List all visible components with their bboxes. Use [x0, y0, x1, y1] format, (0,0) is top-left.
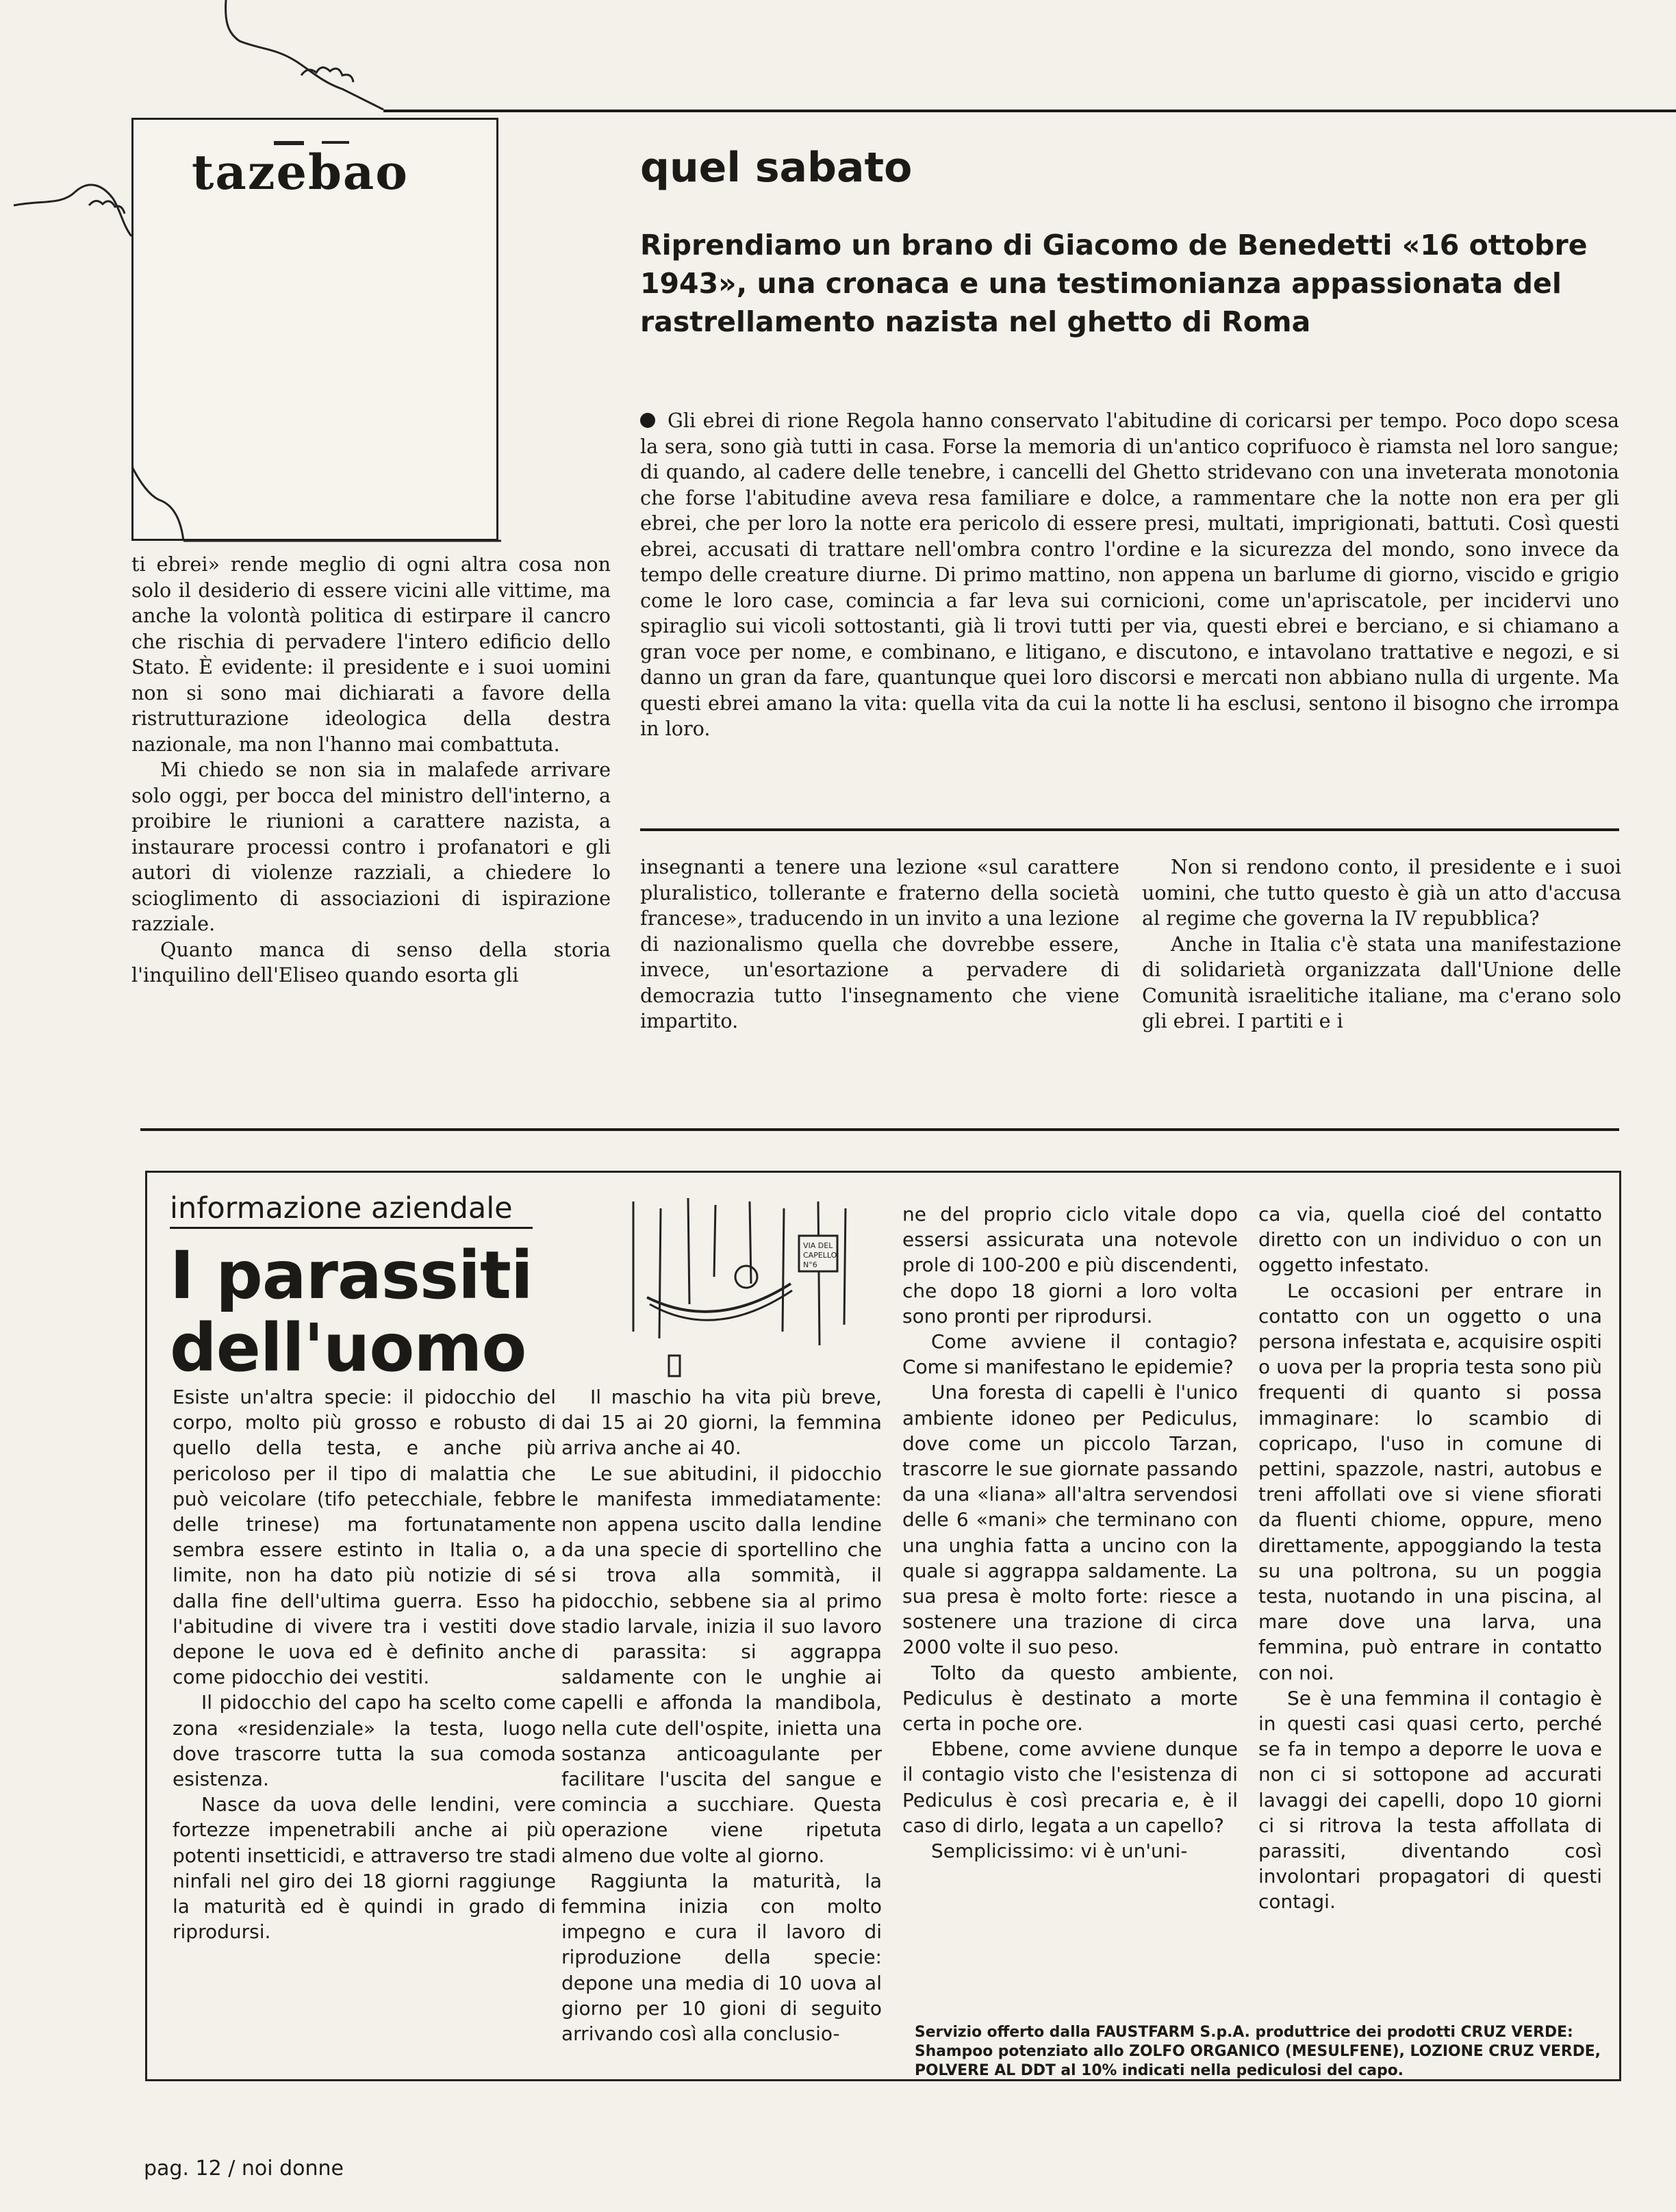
paragraph: ca via, quella cioé del contatto diretto con un individuo o con un oggetto infestato.: [1258, 1203, 1602, 1277]
paragraph: Anche in Italia c'è stata una manifestazione di solidarietà organizzata dall'Unione delle Comunità israelitiche italiane, ma c'erano solo gli ebrei. I partiti e i: [1142, 932, 1621, 1032]
paragraph: Come avviene il contagio? Come si manifestano le epidemie?: [902, 1330, 1238, 1379]
ad-column-3: [902, 1202, 1238, 1864]
article-subtitle: Riprendiamo un brano di Giacomo de Benedetti «16 ottobre 1943», una cronaca e una testimonianza appassionata del rastrellamento nazista nel ghetto di Roma: [640, 229, 1588, 338]
page-footer: pag. 12 / noi donne: [144, 2157, 344, 2181]
paragraph: Esiste un'altra specie: il pidocchio del corpo, molto più grosso e robusto di quello della testa, e anche più pericoloso per il tipo di malattia che può veicolare (tifo petecchiale, febbre delle trinese) ma fortunatamente sembra essere estinto in Italia o, a limite, non ha dato più notizie di sé dalla fine dell'ultima guerra. Esso ha l'abitudine di vivere tra i vestiti dove depone le uova ed è definito anche come pidocchio dei vestiti.: [173, 1386, 556, 1689]
ad-sponsor-credit: Servizio offerto dalla FAUSTFARM S.p.A. produttrice dei prodotti CRUZ VERDE: Shampoo potenziato allo ZOLFO ORGANICO (MESULFENE), LOZIONE CRUZ VERDE, POLVERE AL DDT al 10% indicati nella pediculosi del capo.: [915, 2024, 1601, 2079]
top-rule: [383, 110, 1676, 112]
paragraph: Una foresta di capelli è l'unico ambiente idoneo per Pediculus, dove come un piccolo Tarzan, trascorre le sue giornate passando da una «liana» all'altra servendosi delle 6 «mani» che terminano con una unghia fatta a uncino con la quale si aggrappa saldamente. La sua presa è molto forte: riesce a sostenere una trazione di circa 2000 volte il suo peso.: [902, 1381, 1238, 1659]
ad-title: [170, 1239, 533, 1384]
ad-title-line: dell'uomo: [170, 1310, 526, 1386]
paragraph: Se è una femmina il contagio è in questi casi quasi certo, perché se fa in tempo a deporre le uova e non ci si sottopone ad accurati lavaggi dei capelli, dopo 10 giorni ci si ritrova la testa affollata di parassiti, diventando così involontari propagatori di questi contagi.: [1258, 1686, 1602, 1914]
article-title: quel sabato: [640, 144, 913, 192]
tazebao-title: tazebao: [192, 144, 409, 201]
excerpt-block: [640, 408, 1619, 742]
svg-text:CAPELLO: CAPELLO: [803, 1251, 837, 1260]
paragraph: Raggiunta la maturità, la femmina inizia con molto impegno e cura il lavoro di riproduzione della specie: depone una media di 10 uova al giorno per 10 gioni di seguito arrivando così alla conclusio-: [561, 1869, 882, 2046]
ad-category: informazione aziendale: [170, 1191, 533, 1229]
paragraph: Non si rendono conto, il presidente e i suoi uomini, che tutto questo è già un atto d'accusa al regime che governa la IV repubblica?: [1142, 855, 1621, 930]
curled-corner-icon: [131, 466, 501, 542]
svg-text:N°6: N°6: [803, 1260, 817, 1269]
left-column: [131, 552, 611, 989]
right-column: [1142, 854, 1621, 1034]
ad-title-line: I parassiti: [170, 1237, 533, 1314]
paragraph: Nasce da uova delle lendini, vere fortezze impenetrabili anche ai più potenti insetticidi, e attraverso tre stadi ninfali nel giro dei 18 giorni raggiunge la maturità ed è quindi in grado di riprodursi.: [173, 1793, 556, 1944]
ad-column-2: [561, 1384, 882, 2046]
paragraph: Le sue abitudini, il pidocchio le manifesta immediatamente: non appena uscito dalla lendine da una specie di sportellino che si trova alla sommità, il pidocchio, sebbene sia al primo stadio larvale, inizia il suo lavoro di parassita: si aggrappa saldamente con le unghie ai capelli e affonda la mandibola, nella cute dell'ospite, inietta una sostanza anticoagulante per facilitare l'uscita del sangue e comincia a succhiare. Questa operazione viene ripetuta almeno due volte al giorno.: [561, 1462, 882, 1867]
bullet-icon: [640, 413, 655, 428]
paragraph: insegnanti a tenere una lezione «sul carattere pluralistico, tollerante e fraterno della società francese», traducendo in un invito a una lezione di nazionalismo quella che dovrebbe essere, invece, un'esortazione a pervadere di democrazia tutto l'insegnamento che viene impartito.: [640, 855, 1119, 1032]
excerpt-rule: [640, 828, 1619, 831]
ad-column-4: [1258, 1202, 1602, 1915]
paragraph: Ebbene, come avviene dunque il contagio visto che l'esistenza di Pediculus è così precaria e, è il caso di dirlo, legata a un capello?: [902, 1738, 1238, 1837]
paragraph: Semplicissimo: vi è un'uni-: [931, 1840, 1188, 1863]
ad-column-1: [173, 1384, 556, 1944]
paragraph: Tolto da questo ambiente, Pediculus è destinato a morte certa in poche ore.: [902, 1661, 1238, 1736]
paragraph: Quanto manca di senso della storia l'inquilino dell'Eliseo quando esorta gli: [131, 937, 611, 987]
paragraph: ti ebrei» rende meglio di ogni altra cosa non solo il desiderio di essere vicini alle vittime, ma anche la volontà politica di estirpare il cancro che rischia di pervadere l'intero edificio dello Stato. È evidente: il presidente e i suoi uomini non si sono mai dichiarati a favore della ristrutturazione ideologica della destra nazionale, ma non l'hanno mai combattuta.: [131, 552, 611, 756]
section-rule: [140, 1128, 1619, 1131]
paragraph: Le occasioni per entrare in contatto con un oggetto o una persona infestata e, acquisire ospiti o uova per la propria testa sono più frequenti di quanto si possa immaginare: lo scambio di copricapo, l'uso in comune di pettini, spazzole, nastri, autobus e treni affollati ove si viene sfiorati da fluenti chiome, oppure, meno direttamente, appoggiando la testa su una poltrona, su un poggia testa, nuotando in una piscina, al mare dove una larva, una femmina, può entrare in contatto con noi.: [1258, 1279, 1602, 1684]
paragraph: Il pidocchio del capo ha scelto come zona «residenziale» la testa, luogo dove trascorre tutta la sua comoda esistenza.: [173, 1691, 556, 1791]
paragraph: Mi chiedo se non sia in malafede arrivare solo oggi, per bocca del ministro dell'interno, a proibire le riunioni a carattere nazista, a instaurare processi contro i profanatori e gli autori di violenze razziali, a chiedere lo scioglimento di associazioni di ispirazione razziale.: [131, 758, 611, 935]
excerpt-text: Gli ebrei di rione Regola hanno conservato l'abitudine di coricarsi per tempo. Poco dopo scesa la sera, sono già tutti in casa. Forse la memoria di un'antico coprifuoco è riamsta nel loro sangue; di quando, al cadere delle tenebre, i cancelli del Ghetto stridevano con una inveterata monotonia che forse l'abitudine aveva resa familiare e dolce, a rammentare che la notte non era per gli ebrei, che per loro la notte era pericolo di essere presi, multati, imprigionati, battuti. Così questi ebrei, accusati di trattare nell'ombra contro l'ordine e la sicurezza del mondo, sono invece da tempo delle creature diurne. Di primo mattino, non appena un barlume di giorno, viscido e grigio come le loro case, comincia a far leva sui cornicioni, come un'apriscatole, per incidervi uno spiraglio sui vicoli sottostanti, già li trovi tutti per via, questi ebrei e berciano, e si chiamano a gran voce per nome, e combinano, e litigano, e discutono, e intavolano trattative e negozi, e si danno un gran da fare, quantunque quei loro discorsi e mercati non abbiano nulla di urgente. Ma questi ebrei amano la vita: quella vita da cui la notte li ha esclusi, sentono il bisogno che irrompa in loro.: [640, 409, 1619, 740]
middle-column: [640, 854, 1119, 1034]
louse-hammock-illustration: [620, 1195, 866, 1380]
paragraph: Il maschio ha vita più breve, dai 15 ai 20 giorni, la femmina arriva anche ai 40.: [561, 1386, 882, 1460]
paragraph: ne del proprio ciclo vitale dopo essersi assicurata una notevole prole di 100-200 e più discendenti, che dopo 18 giorni a loro volta sono pronti per riprodursi.: [902, 1203, 1238, 1327]
svg-text:VIA DEL: VIA DEL: [803, 1241, 833, 1250]
